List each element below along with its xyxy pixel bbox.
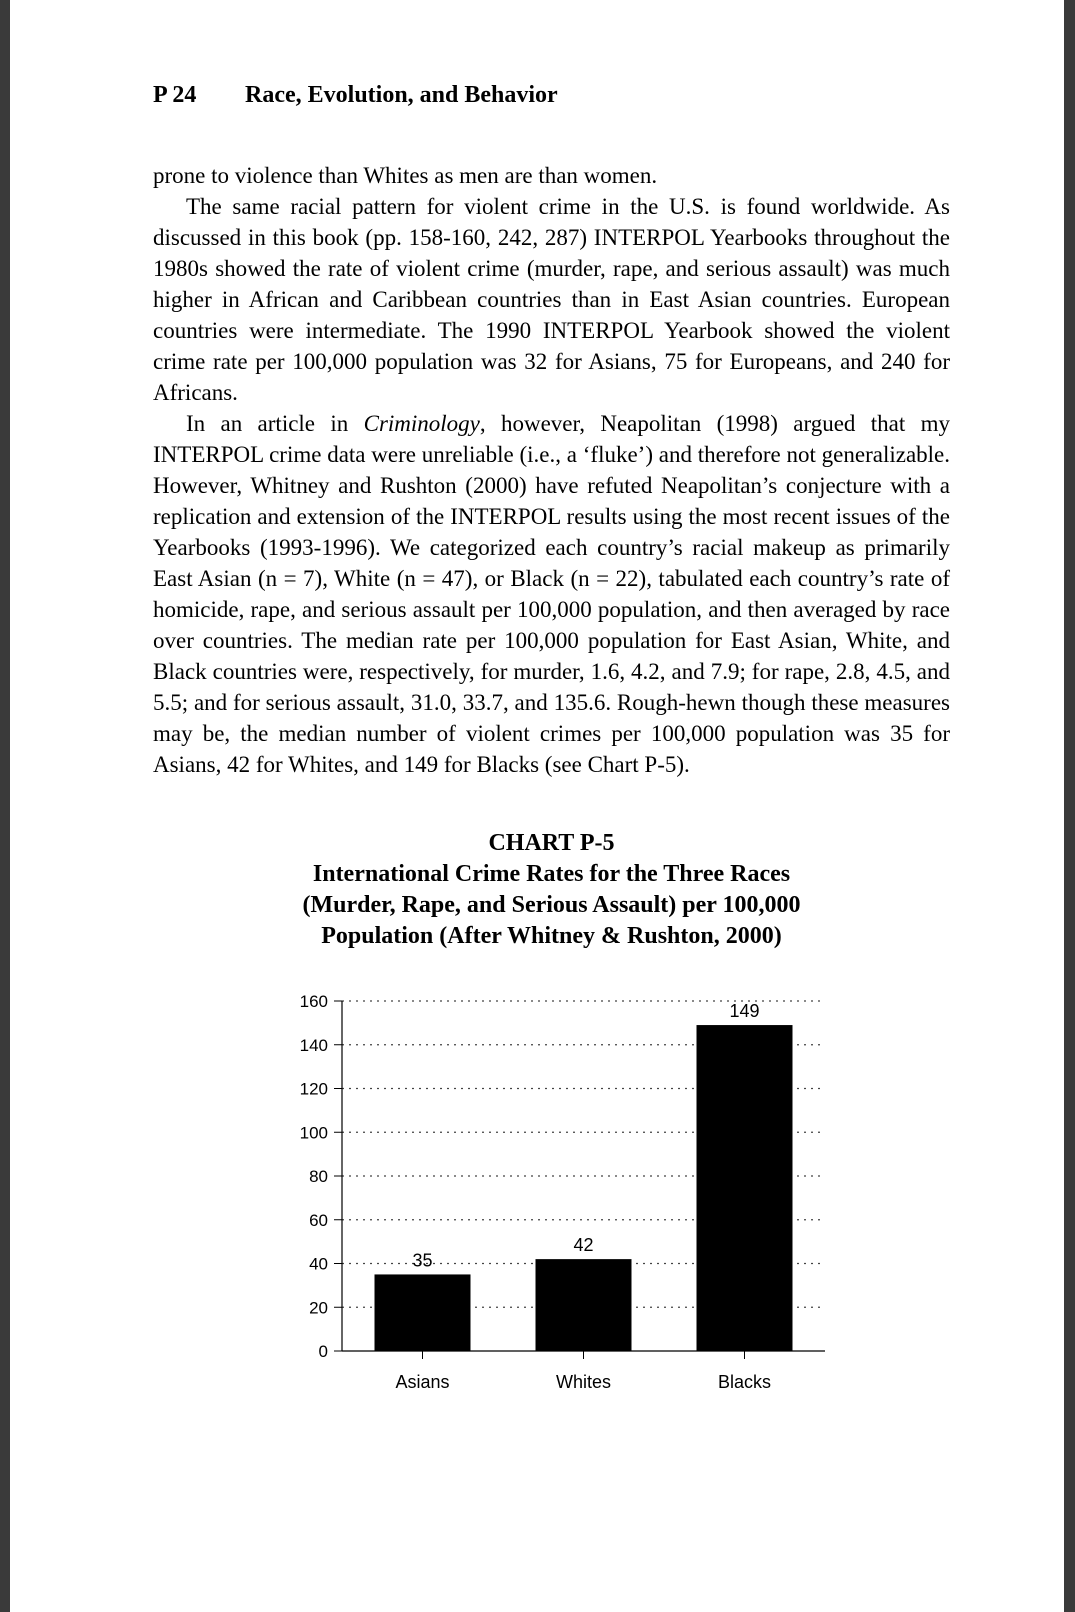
chart-title-line-2: (Murder, Rape, and Serious Assault) per 100,000 bbox=[302, 892, 801, 918]
bar-chart bbox=[280, 985, 840, 1395]
chart-number: CHART P-5 bbox=[488, 830, 615, 856]
y-tick-label: 20 bbox=[309, 1298, 328, 1318]
chart-caption bbox=[153, 828, 950, 952]
y-tick-label: 80 bbox=[309, 1167, 328, 1186]
page-number: P 24 bbox=[153, 82, 197, 108]
x-tick-label: Blacks bbox=[717, 1372, 772, 1392]
y-tick-label: 120 bbox=[299, 1079, 328, 1099]
chart-title-line-1: International Crime Rates for the Three Races bbox=[312, 861, 791, 887]
bar-blacks bbox=[697, 1025, 793, 1351]
book-page bbox=[10, 0, 1064, 1612]
data-label: 35 bbox=[412, 1250, 433, 1271]
paragraph-2: The same racial pattern for violent crime in the U.S. is found worldwide. As discussed in this book (pp. 158-160, 242, 287) INTERPOL Yearbooks throughout the 1980s showed the rate of violent crime (murder, rape, and serious assault) was much higher in African and Caribbean countries than in East Asian countries. European countries were intermediate. The 1990 INTERPOL Yearbook showed the violent crime rate per 100,000 population was 32 for Asians, 75 for Europeans, and 240 for Africans. bbox=[153, 194, 950, 405]
bar-whites bbox=[536, 1259, 632, 1351]
chart-title-line-3: Population (After Whitney & Rushton, 2000) bbox=[321, 923, 782, 949]
journal-title: Criminology bbox=[363, 411, 480, 436]
body-text bbox=[153, 160, 950, 780]
paragraph-3-rest: , however, Neapolitan (1998) argued that my INTERPOL crime data were unreliable (i.e., a ‘fluke’) and therefore not generalizable. However, Whitney and Rushton (2000) have refuted Neapolitan’s conjecture with a replication and extension of the INTERPOL results using the most recent issues of the Yearbooks (1993-1996). We categorized each country’s racial makeup as primarily East Asian (n = 7), White (n = 47), or Black (n = 22), tabulated each country’s rate of homicide, rape, and serious assault per 100,000 population, and then averaged by race over countries. The median rate per 100,000 population for East Asian, White, and Black countries were, respectively, for murder, 1.6, 4.2, and 7.9; for rape, 2.8, 4.5, and 5.5; and for serious assault, 31.0, 33.7, and 135.6. Rough-hewn though these measures may be, the median number of violent crimes per 100,000 population was 35 for Asians, 42 for Whites, and 149 for Blacks (see Chart P-5). bbox=[153, 411, 951, 777]
data-label: 149 bbox=[729, 1001, 760, 1022]
bar-asians bbox=[375, 1274, 471, 1351]
x-tick-label: Asians bbox=[395, 1372, 450, 1392]
running-head bbox=[153, 82, 558, 109]
y-tick-label: 40 bbox=[309, 1254, 328, 1274]
paragraph-3-start: In an article in bbox=[186, 411, 364, 436]
y-tick-label: 0 bbox=[318, 1342, 328, 1361]
y-tick-label: 60 bbox=[309, 1210, 328, 1230]
book-title: Race, Evolution, and Behavior bbox=[245, 82, 558, 108]
y-tick-label: 100 bbox=[299, 1123, 328, 1143]
y-tick-label: 140 bbox=[299, 1035, 328, 1055]
y-tick-label: 160 bbox=[299, 992, 328, 1011]
x-tick-label: Whites bbox=[555, 1372, 612, 1392]
paragraph-3 bbox=[153, 408, 950, 780]
paragraph-1: prone to violence than Whites as men are than women. bbox=[153, 163, 658, 188]
data-label: 42 bbox=[573, 1235, 594, 1256]
